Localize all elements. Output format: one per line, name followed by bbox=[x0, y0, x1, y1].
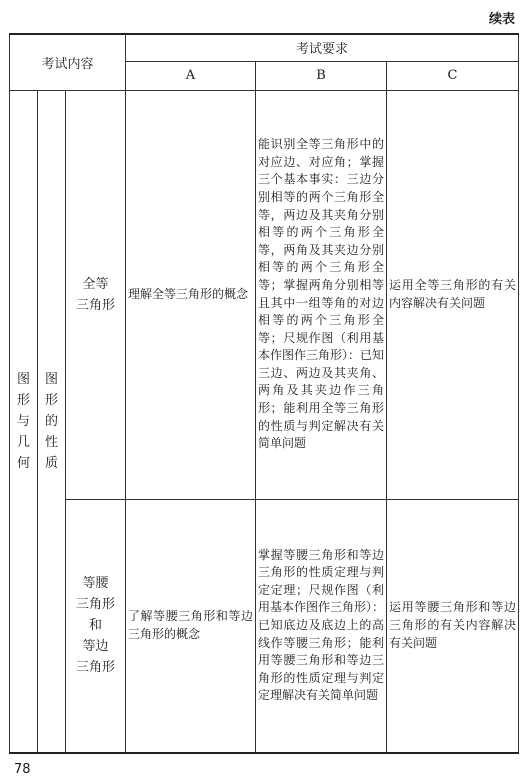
header-requirements: 考试要求 bbox=[126, 34, 519, 61]
page-number: 78 bbox=[14, 762, 31, 777]
header-level-b: B bbox=[256, 61, 387, 90]
row2-level-b: 掌握等腰三角形和等边三角形的性质定理与判定定理；尺规作图（利用基本作图作三角形）：已知底边及底边上的高线作等腰三角形；能利用等腰三角形和等边三角形的性质定理与判定定理解决有关简单问题 bbox=[256, 499, 387, 753]
topic-isosceles-equilateral: 等腰 三角形 和 等边 三角形 bbox=[66, 499, 126, 753]
category-level1: 图 形 与 几 何 bbox=[10, 90, 38, 753]
row1-level-c: 运用全等三角形的有关内容解决有关问题 bbox=[387, 90, 519, 499]
header-level-a: A bbox=[126, 61, 256, 90]
continued-label: 续表 bbox=[488, 12, 515, 27]
topic-congruent-triangles: 全等 三角形 bbox=[66, 90, 126, 499]
category-level2: 图 形 的 性 质 bbox=[38, 90, 66, 753]
row1-level-b: 能识别全等三角形中的对应边、对应角；掌握三个基本事实：三边分别相等的两个三角形全等，两边及其夹角分别相等的两个三角形全等，两角及其夹边分别相等的两个三角形全等；掌握两角分别相等且其中一组等角的对边相等的两个三角形全等；尺规作图（利用基本作图作三角形）：已知三边、两边及其夹角、两角及其夹边作三角形；能利用全等三角形的性质与判定解决有关简单问题 bbox=[256, 90, 387, 499]
header-level-c: C bbox=[387, 61, 519, 90]
header-content: 考试内容 bbox=[10, 34, 126, 90]
exam-requirements-table bbox=[9, 33, 519, 754]
row1-level-a: 理解全等三角形的概念 bbox=[126, 90, 256, 499]
row2-level-c: 运用等腰三角形和等边三角形的有关内容解决有关问题 bbox=[387, 499, 519, 753]
row2-level-a: 了解等腰三角形和等边三角形的概念 bbox=[126, 499, 256, 753]
